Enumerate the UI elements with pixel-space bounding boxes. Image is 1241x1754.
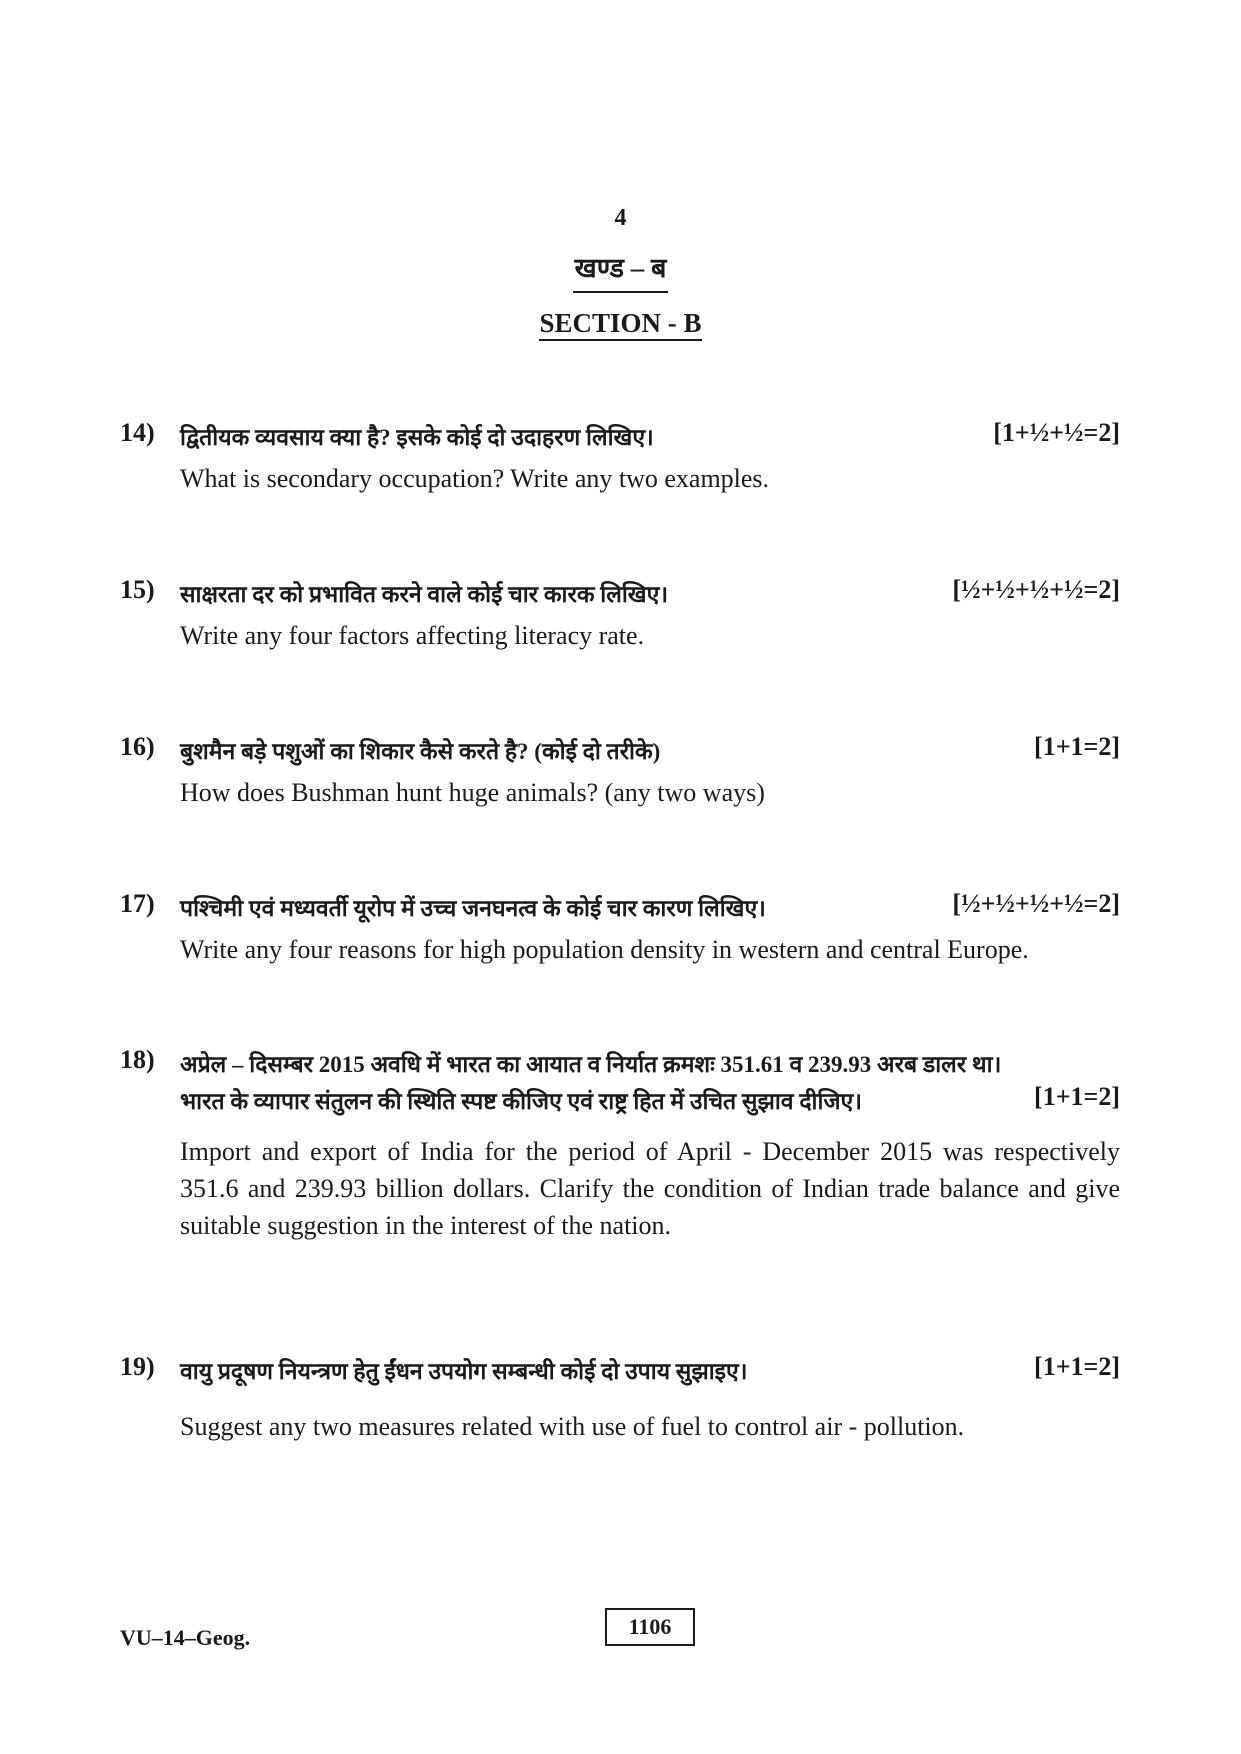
question-19 <box>120 1352 1120 1445</box>
question-marks: [1+1=2] <box>1034 1082 1120 1111</box>
question-marks: [½+½+½+½=2] <box>952 575 1120 604</box>
section-title-english-text: SECTION - B <box>539 308 701 341</box>
question-text-hindi-line2: भारत के व्यापार संतुलन की स्थिति स्पष्ट कीजिए एवं राष्ट्र हित में उचित सुझाव दीजिए। <box>180 1089 862 1114</box>
page-number: 4 <box>614 205 627 231</box>
question-text-english: Write any four factors affecting literacy rate. <box>180 621 645 650</box>
question-number: 17) <box>120 889 155 918</box>
question-text-english: What is secondary occupation? Write any two examples. <box>180 464 770 493</box>
question-14 <box>120 418 1120 497</box>
question-number: 18) <box>120 1045 155 1074</box>
question-marks: [½+½+½+½=2] <box>952 889 1120 918</box>
section-title-hindi <box>0 248 1241 293</box>
page-box-number: 1106 <box>605 1608 695 1646</box>
paper-code: VU–14–Geog. <box>120 1625 251 1650</box>
question-text-english: How does Bushman hunt huge animals? (any two ways) <box>180 778 765 807</box>
question-text-hindi: पश्चिमी एवं मध्यवर्ती यूरोप में उच्च जनघनत्व के कोई चार कारण लिखिए। <box>180 896 766 921</box>
question-number: 14) <box>120 418 155 447</box>
question-18 <box>120 1045 1120 1244</box>
question-marks: [1+½+½=2] <box>993 418 1120 447</box>
question-text-english: Import and export of India for the period of April - December 2015 was respectively 351.6 and 239.93 billion dollars. Clarify the condition of Indian trade balance and give suitable suggestion in the interest of the nation. <box>180 1137 1120 1240</box>
question-17 <box>120 889 1120 968</box>
section-title-hindi-text: खण्ड – ब <box>573 248 669 293</box>
question-text-hindi: बुशमैन बड़े पशुओं का शिकार कैसे करते है? (कोई दो तरीके) <box>180 739 661 764</box>
question-text-hindi: वायु प्रदूषण नियन्त्रण हेतु ईंधन उपयोग सम्बन्धी कोई दो उपाय सुझाइए। <box>180 1359 748 1384</box>
question-text-hindi: साक्षरता दर को प्रभावित करने वाले कोई चार कारक लिखिए। <box>180 582 669 607</box>
question-text-hindi: अप्रेल – दिसम्बर 2015 अवधि में भारत का आयात व निर्यात क्रमशः 351.61 व 239.93 अरब डालर था। <box>180 1052 1002 1077</box>
question-16 <box>120 732 1120 811</box>
section-title-english <box>0 308 1241 339</box>
question-text-hindi: द्वितीयक व्यवसाय क्या है? इसके कोई दो उदाहरण लिखिए। <box>180 425 654 450</box>
question-marks: [1+1=2] <box>1034 1352 1120 1381</box>
question-number: 15) <box>120 575 155 604</box>
question-15 <box>120 575 1120 654</box>
question-text-english: Write any four reasons for high population density in western and central Europe. <box>180 935 1029 964</box>
question-marks: [1+1=2] <box>1034 732 1120 761</box>
question-text-english: Suggest any two measures related with use of fuel to control air - pollution. <box>180 1412 965 1441</box>
question-number: 16) <box>120 732 155 761</box>
question-number: 19) <box>120 1352 155 1381</box>
